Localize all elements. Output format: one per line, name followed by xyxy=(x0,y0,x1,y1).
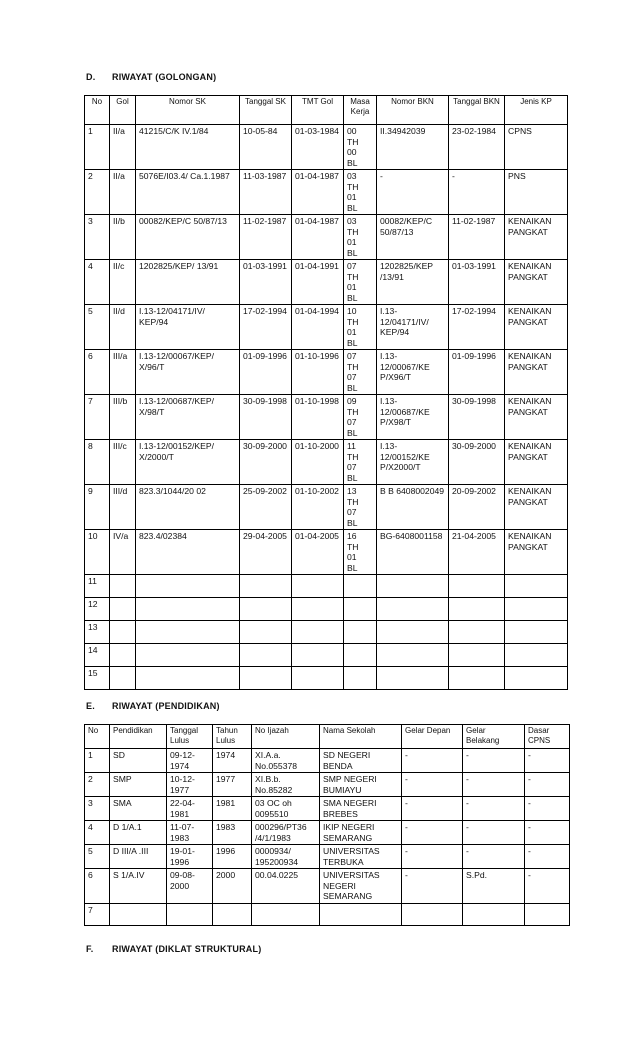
table-cell: 01-10-2000 xyxy=(292,440,344,485)
table-cell: 23-02-1984 xyxy=(449,125,505,170)
table-cell xyxy=(292,598,344,621)
header-tahun-lulus: Tahun Lulus xyxy=(213,725,252,749)
table-cell: 01-04-1987 xyxy=(292,170,344,215)
table-cell: 2 xyxy=(85,170,110,215)
table-cell: - xyxy=(525,797,570,821)
row-number: 11 xyxy=(85,575,110,598)
table-cell: 11-03-1987 xyxy=(240,170,292,215)
table-cell xyxy=(136,575,240,598)
table-cell: 09 TH 07 BL xyxy=(344,395,377,440)
table-cell xyxy=(136,644,240,667)
table-cell: 6 xyxy=(85,869,110,904)
table-cell: II/c xyxy=(110,260,136,305)
table-cell: II/b xyxy=(110,215,136,260)
table-cell: 00082/KEP/C 50/87/13 xyxy=(136,215,240,260)
table-cell: 01-09-1996 xyxy=(449,350,505,395)
table-cell: D 1/A.1 xyxy=(110,821,167,845)
table-cell: 5076E/I03.4/ Ca.1.1987 xyxy=(136,170,240,215)
table-cell: 11-02-1987 xyxy=(449,215,505,260)
table-cell: - xyxy=(402,773,463,797)
golongan-header-row xyxy=(85,96,568,125)
table-cell: 01-04-1994 xyxy=(292,305,344,350)
table-cell xyxy=(377,575,449,598)
table-cell xyxy=(344,644,377,667)
table-cell: XI.B.b. No.85282 xyxy=(252,773,320,797)
table-cell: 3 xyxy=(85,797,110,821)
row-number: 12 xyxy=(85,598,110,621)
table-cell: 4 xyxy=(85,821,110,845)
header-tmt-gol: TMT Gol xyxy=(292,96,344,125)
table-cell: - xyxy=(402,869,463,904)
table-cell: KENAIKAN PANGKAT xyxy=(505,485,568,530)
table-cell: - xyxy=(402,749,463,773)
header-no: No xyxy=(85,96,110,125)
table-cell: 3 xyxy=(85,215,110,260)
table-cell xyxy=(110,667,136,690)
table-cell: 00082/KEP/C 50/87/13 xyxy=(377,215,449,260)
table-cell: 9 xyxy=(85,485,110,530)
table-cell: 13 TH 07 BL xyxy=(344,485,377,530)
table-cell: 17-02-1994 xyxy=(449,305,505,350)
table-cell xyxy=(402,903,463,925)
header-nama-sekolah: Nama Sekolah xyxy=(320,725,402,749)
row-number: 15 xyxy=(85,667,110,690)
table-row xyxy=(85,530,568,575)
table-row xyxy=(85,260,568,305)
section-d-heading xyxy=(86,72,216,82)
table-cell: II.34942039 xyxy=(377,125,449,170)
header-nomor-sk: Nomor SK xyxy=(136,96,240,125)
table-row xyxy=(85,170,568,215)
table-cell: 1983 xyxy=(213,821,252,845)
table-cell: 01-10-2002 xyxy=(292,485,344,530)
table-cell: 30-09-2000 xyxy=(449,440,505,485)
table-cell: 1974 xyxy=(213,749,252,773)
section-f-heading xyxy=(86,944,261,954)
table-cell: 01-09-1996 xyxy=(240,350,292,395)
table-row xyxy=(85,125,568,170)
golongan-table xyxy=(84,95,568,690)
header-tanggal-bkn: Tanggal BKN xyxy=(449,96,505,125)
table-cell: 30-09-1998 xyxy=(240,395,292,440)
table-cell: 2 xyxy=(85,773,110,797)
table-cell: - xyxy=(525,773,570,797)
table-cell xyxy=(167,903,213,925)
table-cell: 1996 xyxy=(213,845,252,869)
section-e-title: RIWAYAT (PENDIDIKAN) xyxy=(112,701,220,711)
table-cell xyxy=(505,598,568,621)
row-number: 7 xyxy=(85,903,110,925)
table-cell: KENAIKAN PANGKAT xyxy=(505,215,568,260)
header-masa-kerja: Masa Kerja xyxy=(344,96,377,125)
table-cell xyxy=(110,644,136,667)
table-row xyxy=(85,440,568,485)
table-cell: III/a xyxy=(110,350,136,395)
table-cell: 01-04-1987 xyxy=(292,215,344,260)
table-cell: 01-03-1991 xyxy=(449,260,505,305)
pendidikan-table xyxy=(84,724,570,926)
table-cell: 10 TH 01 BL xyxy=(344,305,377,350)
table-cell: SD xyxy=(110,749,167,773)
table-cell: 1 xyxy=(85,749,110,773)
table-cell: SMP xyxy=(110,773,167,797)
table-cell: 2000 xyxy=(213,869,252,904)
table-cell: 1202825/KEP /13/91 xyxy=(377,260,449,305)
table-cell: 10-05-84 xyxy=(240,125,292,170)
table-cell: 01-03-1991 xyxy=(240,260,292,305)
table-cell: 03 TH 01 BL xyxy=(344,170,377,215)
table-cell: III/d xyxy=(110,485,136,530)
table-cell: I.13-12/04171/IV/ KEP/94 xyxy=(377,305,449,350)
table-cell xyxy=(344,621,377,644)
section-f-letter: F. xyxy=(86,944,94,954)
table-cell: 000296/PT36 /4/1/1983 xyxy=(252,821,320,845)
table-cell: 01-10-1996 xyxy=(292,350,344,395)
table-cell: - xyxy=(463,845,525,869)
table-cell: 16 TH 01 BL xyxy=(344,530,377,575)
table-cell: II/a xyxy=(110,125,136,170)
table-cell xyxy=(525,903,570,925)
table-cell: II/a xyxy=(110,170,136,215)
table-row xyxy=(85,350,568,395)
table-cell xyxy=(292,575,344,598)
table-row xyxy=(85,869,570,904)
table-cell: I.13-12/00152/KEP/ X/2000/T xyxy=(136,440,240,485)
table-cell: - xyxy=(525,869,570,904)
row-number: 14 xyxy=(85,644,110,667)
table-cell xyxy=(110,575,136,598)
table-cell: KENAIKAN PANGKAT xyxy=(505,440,568,485)
table-cell: 20-09-2002 xyxy=(449,485,505,530)
table-cell: PNS xyxy=(505,170,568,215)
empty-table-row xyxy=(85,644,568,667)
table-cell xyxy=(213,903,252,925)
table-cell xyxy=(240,621,292,644)
table-cell: I.13-12/04171/IV/ KEP/94 xyxy=(136,305,240,350)
table-cell: 30-09-2000 xyxy=(240,440,292,485)
table-cell: 01-10-1998 xyxy=(292,395,344,440)
table-cell: - xyxy=(402,797,463,821)
table-cell: SMA NEGERI BREBES xyxy=(320,797,402,821)
header-tanggal-lulus: Tanggal Lulus xyxy=(167,725,213,749)
table-cell: XI.A.a. No.055378 xyxy=(252,749,320,773)
table-cell: 17-02-1994 xyxy=(240,305,292,350)
table-cell: I.13-12/00687/KEP/ X/98/T xyxy=(136,395,240,440)
table-cell: I.13-12/00067/KE P/X96/T xyxy=(377,350,449,395)
table-cell xyxy=(136,667,240,690)
table-cell xyxy=(449,644,505,667)
table-cell xyxy=(505,667,568,690)
table-cell: 11-07-1983 xyxy=(167,821,213,845)
table-cell: KENAIKAN PANGKAT xyxy=(505,350,568,395)
table-cell: 09-12-1974 xyxy=(167,749,213,773)
table-cell: 823.3/1044/20 02 xyxy=(136,485,240,530)
table-cell: 21-04-2005 xyxy=(449,530,505,575)
table-cell: KENAIKAN PANGKAT xyxy=(505,395,568,440)
table-cell: CPNS xyxy=(505,125,568,170)
header-gelar-depan: Gelar Depan xyxy=(402,725,463,749)
table-cell: 10-12-1977 xyxy=(167,773,213,797)
table-row xyxy=(85,215,568,260)
table-cell xyxy=(110,903,167,925)
table-row xyxy=(85,749,570,773)
table-cell: 1202825/KEP/ 13/91 xyxy=(136,260,240,305)
table-cell: 41215/C/K IV.1/84 xyxy=(136,125,240,170)
header-dasar-cpns: Dasar CPNS xyxy=(525,725,570,749)
section-d-title: RIWAYAT (GOLONGAN) xyxy=(112,72,217,82)
table-cell: SMP NEGERI BUMIAYU xyxy=(320,773,402,797)
table-cell xyxy=(377,644,449,667)
header-gol: Gol xyxy=(110,96,136,125)
header-no: No xyxy=(85,725,110,749)
table-cell: 03 TH 01 BL xyxy=(344,215,377,260)
table-cell xyxy=(110,621,136,644)
table-cell xyxy=(344,667,377,690)
table-cell: SD NEGERI BENDA xyxy=(320,749,402,773)
table-cell: - xyxy=(377,170,449,215)
table-cell: UNIVERSITAS TERBUKA xyxy=(320,845,402,869)
table-cell: - xyxy=(463,821,525,845)
table-cell xyxy=(110,598,136,621)
table-cell: - xyxy=(402,845,463,869)
table-cell: 8 xyxy=(85,440,110,485)
table-cell xyxy=(505,621,568,644)
table-cell: D III/A .III xyxy=(110,845,167,869)
table-cell: - xyxy=(402,821,463,845)
table-cell: IV/a xyxy=(110,530,136,575)
table-cell: B B 6408002049 xyxy=(377,485,449,530)
table-cell: 0000934/ 195200934 xyxy=(252,845,320,869)
table-cell: 29-04-2005 xyxy=(240,530,292,575)
table-cell: - xyxy=(525,821,570,845)
table-cell: 03 OC oh 0095510 xyxy=(252,797,320,821)
table-cell xyxy=(377,598,449,621)
table-cell: 19-01-1996 xyxy=(167,845,213,869)
table-cell: 11-02-1987 xyxy=(240,215,292,260)
header-nomor-bkn: Nomor BKN xyxy=(377,96,449,125)
table-cell: KENAIKAN PANGKAT xyxy=(505,260,568,305)
empty-table-row xyxy=(85,598,568,621)
table-cell xyxy=(377,667,449,690)
table-row xyxy=(85,485,568,530)
table-cell xyxy=(463,903,525,925)
table-cell xyxy=(292,621,344,644)
table-cell xyxy=(292,644,344,667)
table-cell xyxy=(377,621,449,644)
header-no-ijazah: No Ijazah xyxy=(252,725,320,749)
table-cell: 4 xyxy=(85,260,110,305)
table-cell: 01-03-1984 xyxy=(292,125,344,170)
empty-table-row xyxy=(85,667,568,690)
table-cell: - xyxy=(463,797,525,821)
table-cell xyxy=(252,903,320,925)
table-cell: 01-04-2005 xyxy=(292,530,344,575)
table-row xyxy=(85,845,570,869)
table-cell xyxy=(320,903,402,925)
table-cell: 25-09-2002 xyxy=(240,485,292,530)
table-cell xyxy=(240,667,292,690)
table-cell xyxy=(344,575,377,598)
table-cell: III/b xyxy=(110,395,136,440)
table-cell: - xyxy=(463,749,525,773)
table-cell xyxy=(449,621,505,644)
table-row xyxy=(85,395,568,440)
header-jenis-kp: Jenis KP xyxy=(505,96,568,125)
table-cell xyxy=(136,621,240,644)
table-cell: 5 xyxy=(85,305,110,350)
table-cell xyxy=(449,575,505,598)
table-cell: - xyxy=(525,845,570,869)
table-cell: I.13-12/00152/KE P/X2000/T xyxy=(377,440,449,485)
table-cell: - xyxy=(463,773,525,797)
empty-table-row xyxy=(85,903,570,925)
section-f-title: RIWAYAT (DIKLAT STRUKTURAL) xyxy=(112,944,262,954)
table-row xyxy=(85,821,570,845)
table-cell: 1977 xyxy=(213,773,252,797)
header-gelar-belakang: Gelar Belakang xyxy=(463,725,525,749)
table-cell: II/d xyxy=(110,305,136,350)
table-cell: 1 xyxy=(85,125,110,170)
table-cell: - xyxy=(449,170,505,215)
table-cell: BG-6408001158 xyxy=(377,530,449,575)
table-cell: 10 xyxy=(85,530,110,575)
table-cell: III/c xyxy=(110,440,136,485)
header-tanggal-sk: Tanggal SK xyxy=(240,96,292,125)
table-cell: 7 xyxy=(85,395,110,440)
section-d-letter: D. xyxy=(86,72,96,82)
table-cell xyxy=(240,644,292,667)
table-cell: 00.04.0225 xyxy=(252,869,320,904)
table-cell: 01-04-1991 xyxy=(292,260,344,305)
table-cell xyxy=(449,598,505,621)
table-cell xyxy=(292,667,344,690)
table-cell xyxy=(344,598,377,621)
table-row xyxy=(85,773,570,797)
section-e-heading xyxy=(86,701,220,711)
table-cell xyxy=(505,644,568,667)
table-cell xyxy=(240,575,292,598)
table-cell: 6 xyxy=(85,350,110,395)
pendidikan-header-row xyxy=(85,725,570,749)
table-cell: 5 xyxy=(85,845,110,869)
empty-table-row xyxy=(85,621,568,644)
table-cell: S 1/A.IV xyxy=(110,869,167,904)
table-cell: I.13-12/00687/KE P/X98/T xyxy=(377,395,449,440)
row-number: 13 xyxy=(85,621,110,644)
table-cell: 00 TH 00 BL xyxy=(344,125,377,170)
table-row xyxy=(85,305,568,350)
table-cell xyxy=(240,598,292,621)
header-pendidikan: Pendidikan xyxy=(110,725,167,749)
table-cell: UNIVERSITAS NEGERI SEMARANG xyxy=(320,869,402,904)
table-cell: - xyxy=(525,749,570,773)
table-cell: 22-04-1981 xyxy=(167,797,213,821)
table-cell xyxy=(505,575,568,598)
table-cell xyxy=(136,598,240,621)
table-cell: SMA xyxy=(110,797,167,821)
table-cell: S.Pd. xyxy=(463,869,525,904)
table-cell: 823.4/02384 xyxy=(136,530,240,575)
table-cell: IKIP NEGERI SEMARANG xyxy=(320,821,402,845)
table-cell xyxy=(449,667,505,690)
table-cell: 30-09-1998 xyxy=(449,395,505,440)
table-cell: 09-08-2000 xyxy=(167,869,213,904)
table-cell: 07 TH 01 BL xyxy=(344,260,377,305)
section-e-letter: E. xyxy=(86,701,95,711)
table-cell: 11 TH 07 BL xyxy=(344,440,377,485)
table-row xyxy=(85,797,570,821)
table-cell: 07 TH 07 BL xyxy=(344,350,377,395)
table-cell: KENAIKAN PANGKAT xyxy=(505,530,568,575)
table-cell: KENAIKAN PANGKAT xyxy=(505,305,568,350)
empty-table-row xyxy=(85,575,568,598)
table-cell: 1981 xyxy=(213,797,252,821)
table-cell: I.13-12/00067/KEP/ X/96/T xyxy=(136,350,240,395)
